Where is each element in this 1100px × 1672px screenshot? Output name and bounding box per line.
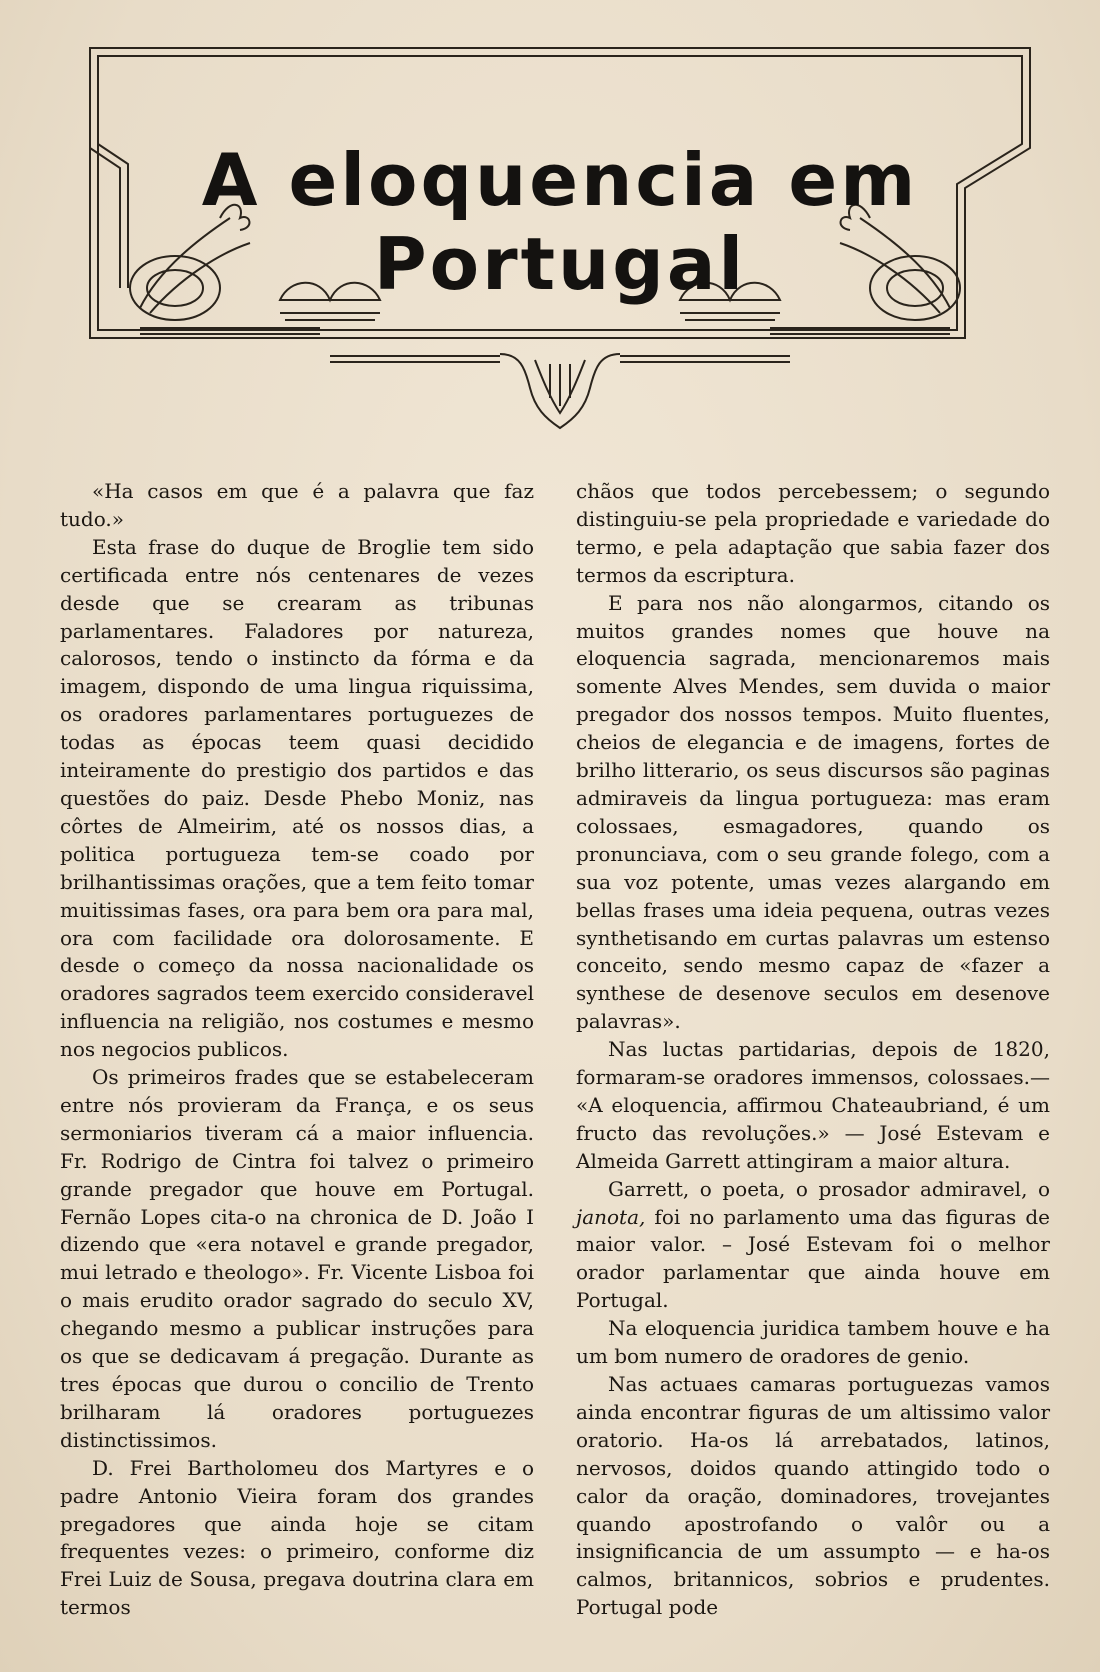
title-ornamental-frame <box>80 38 1040 438</box>
left-column <box>60 478 534 1622</box>
paragraph: Os primeiros frades que se estabeleceram entre nós provieram da França, e os seus sermoniarios tiveram cá a maior influencia. Fr. Rodrigo de Cintra foi talvez o primeiro grande pregador que houve em Portugal. Fernão Lopes cita-o na chronica de D. João I dizendo que «era notavel e grande pregador, mui letrado e theologo». Fr. Vicente Lisboa foi o mais erudito orador sagrado do seculo XV, chegando mesmo a publicar instruções para os que se dedicavam á pregação. Durante as tres épocas que durou o concilio de Trento brilharam lá oradores portuguezes distinctissimos. <box>60 1065 534 1452</box>
paragraph: «Ha casos em que é a palavra que faz tudo.» <box>60 479 534 531</box>
paragraph: Na eloquencia juridica tambem houve e ha um bom numero de oradores de genio. <box>576 1316 1050 1369</box>
right-column <box>576 478 1050 1622</box>
paragraph-continued: chãos que todos percebessem; o segundo distinguiu-se pela propriedade e variedade do termo, e pela adaptação que sabia fazer dos termos da escriptura. <box>576 479 1050 587</box>
paragraph: Nas actuaes camaras portuguezas vamos ainda encontrar figuras de um altissimo valor oratorio. Ha-os lá arrebatados, latinos, nervosos, doidos quando attingido todo o calor da oração, dominadores, trovejantes quando apostrofando o valôr ou a insignificancia de um assumpto — e ha-os calmos, britannicos, sobrios e prudentes. Portugal pode <box>576 1372 1050 1620</box>
paragraph: Esta frase do duque de Broglie tem sido certificada entre nós centenares de vezes desde que se crearam as tribunas parlamentares. Faladores por natureza, calorosos, tendo o instincto da fórma e da imagem, dispondo de uma lingua riquissima, os oradores parlamentares portuguezes de todas as épocas teem quasi decidido inteiramente do prestigio dos partidos e das questões do paiz. Desde Phebo Moniz, nas côrtes de Almeirim, até os nossos dias, a politica portugueza tem-se coado por brilhantissimas orações, que a tem feito tomar muitissimas fases, ora para bem ora para mal, ora com facilidade ora dolorosamente. E desde o começo da nossa nacionalidade os oradores sagrados teem exercido consideravel influencia na religião, nos costumes e mesmo nos negocios publicos. <box>60 534 534 1062</box>
paragraph: D. Frei Bartholomeu dos Martyres e o padre Antonio Vieira foram dos grandes pregadores que ainda hoje se citam frequentes vezes: o primeiro, conforme diz Frei Luiz de Sousa, pregava doutrina clara em termos <box>60 1455 534 1620</box>
article-body <box>60 478 1050 1622</box>
paragraph-text: Garrett, o poeta, o prosador admiravel, o <box>608 1176 1050 1201</box>
paragraph: E para nos não alongarmos, citando os muitos grandes nomes que houve na eloquencia sagrada, mencionaremos mais somente Alves Mendes, sem duvida o maior pregador dos nossos tempos. Muito fluentes, cheios de elegancia e de imagens, fortes de brilho litterario, os seus discursos são paginas admiraveis da lingua portugueza: mas eram colossaes, esmagadores, quando os pronunciava, com o seu grande folego, com a sua voz potente, umas vezes alargando em bellas frases uma ideia pequena, outras vezes synthetisando em curtas palavras um estenso conceito, sendo mesmo capaz de «fazer a synthese de desenove seculos em desenove palavras». <box>576 590 1050 1034</box>
italic-word: janota, <box>576 1204 646 1229</box>
paragraph: Nas luctas partidarias, depois de 1820, formaram-se oradores immensos, colossaes.— «A eloquencia, affirmou Chateaubriand, é um fructo das revoluções.» — José Estevam e Almeida Garrett attingiram a maior altura. <box>576 1037 1050 1173</box>
paragraph-garrett <box>576 1176 1050 1316</box>
paragraph-text: foi no parlamento uma das figuras de maior valor. – José Estevam foi o melhor orador parlamentar que ainda houve em Portugal. <box>576 1204 1050 1313</box>
article-title: A eloquencia em Portugal <box>201 138 919 306</box>
